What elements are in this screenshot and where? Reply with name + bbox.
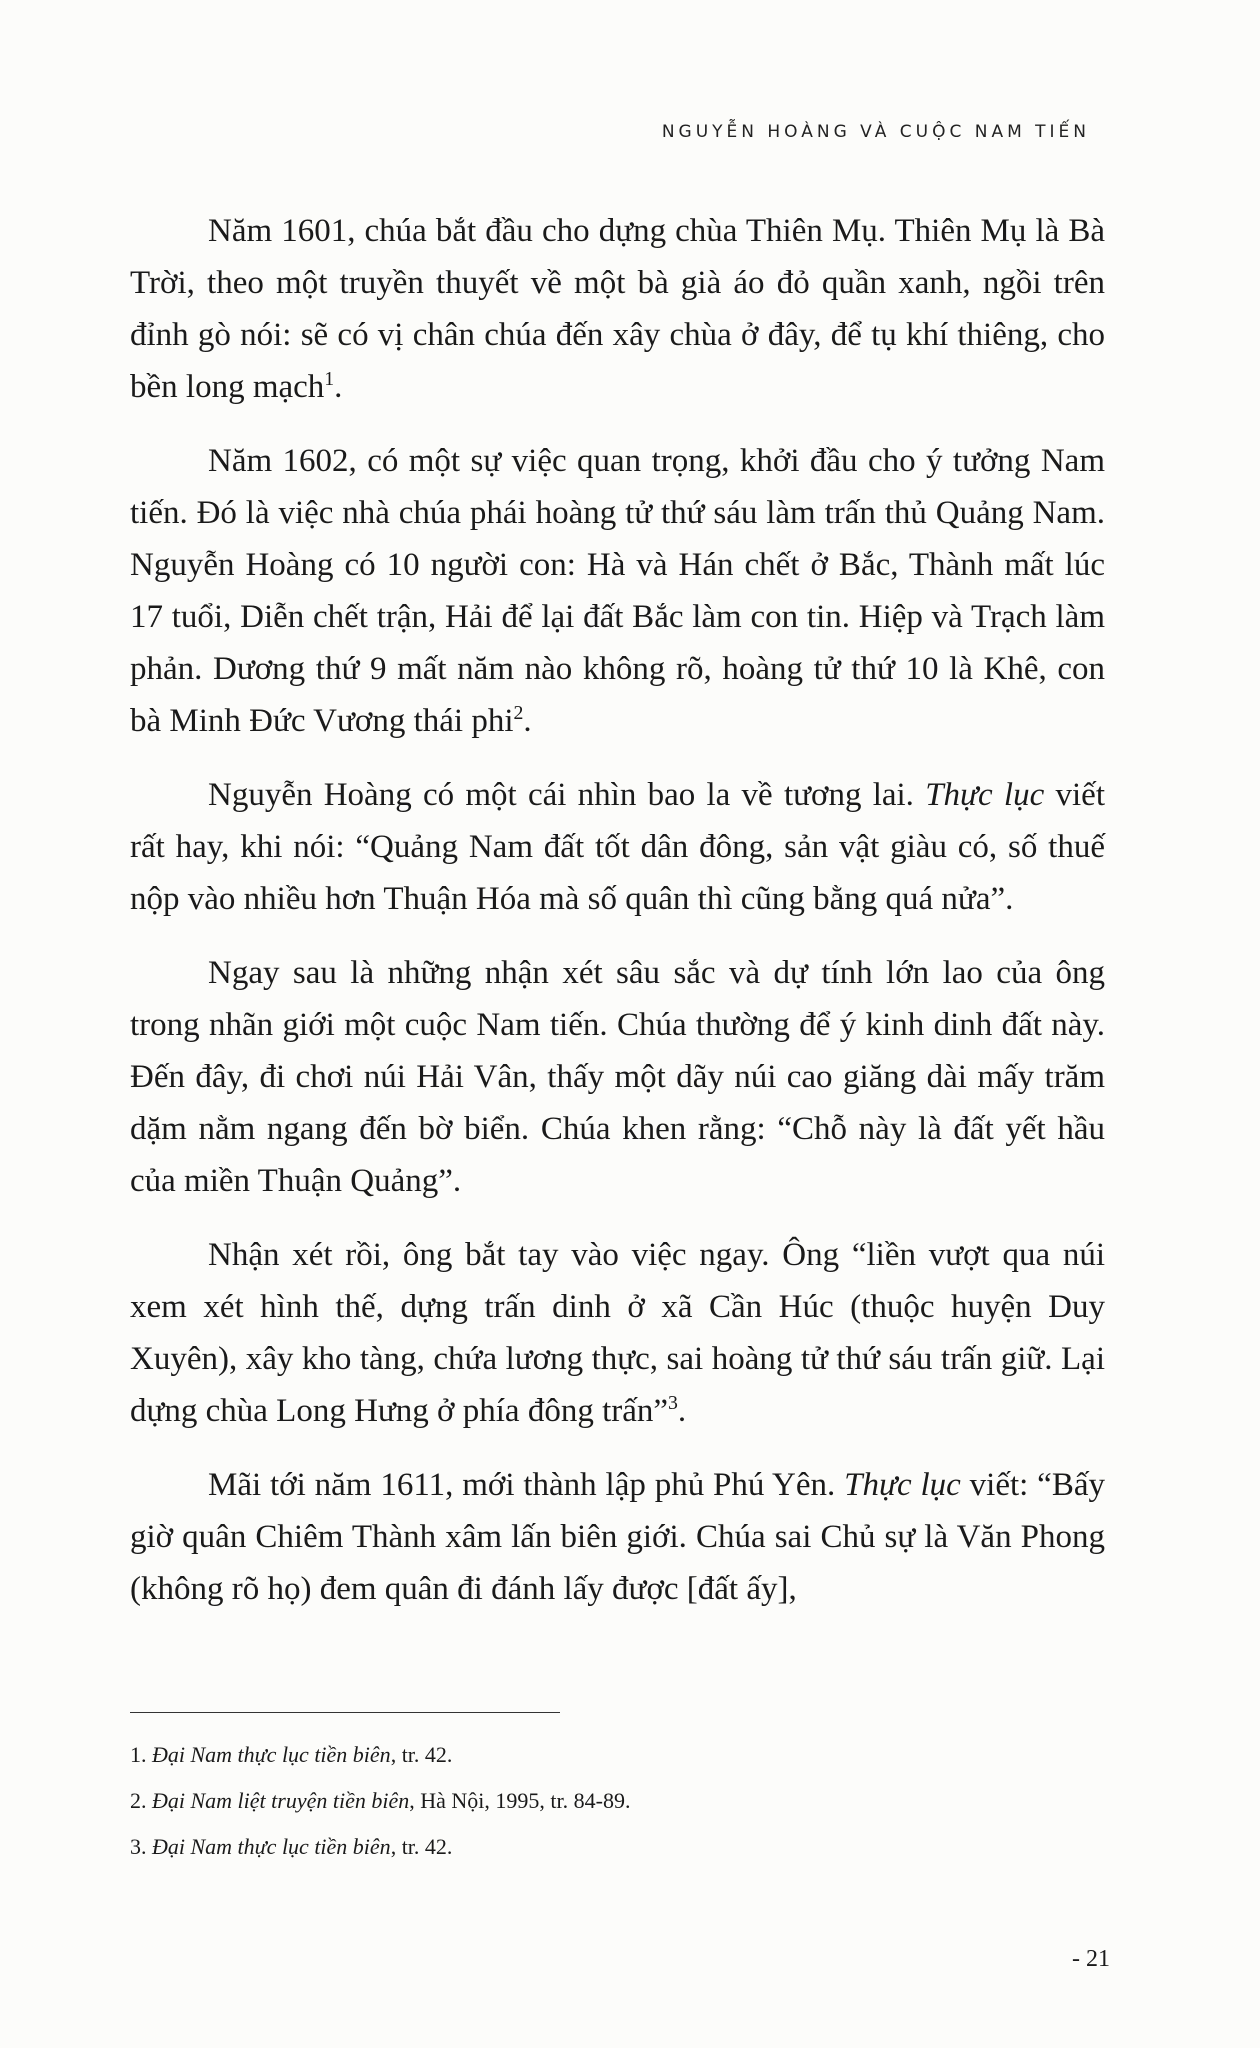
paragraph-1 (130, 205, 1105, 413)
paragraph-6-rest: viết: “Bấy giờ quân Chiêm Thành xâm lấn biên giới. Chúa sai Chủ sự là Văn Phong (không rõ họ) đem quân đi đánh lấy được [đất ấy], (130, 1467, 1105, 1607)
paragraph-3-start: Nguyễn Hoàng có một cái nhìn bao la về tương lai. (208, 777, 926, 813)
paragraph-4 (130, 947, 1105, 1207)
footnote-2-rest: , Hà Nội, 1995, tr. 84-89. (409, 1788, 631, 1813)
footnote-3-rest: , tr. 42. (390, 1834, 453, 1859)
paragraph-6-start: Mãi tới năm 1611, mới thành lập phủ Phú Yên. (208, 1467, 845, 1503)
paragraph-5-text: Nhận xét rồi, ông bắt tay vào việc ngay. Ông “liền vượt qua núi xem xét hình thế, dựng trấn dinh ở xã Cần Húc (thuộc huyện Duy Xuyên), xây kho tàng, chứa lương thực, sai hoàng tử thứ sáu trấn giữ. Lại dựng chùa Long Hưng ở phía đông trấn” (130, 1237, 1105, 1429)
footnote-1-rest: , tr. 42. (390, 1742, 453, 1767)
paragraph-3-italic: Thực lục (925, 777, 1045, 813)
footnotes (130, 1740, 1110, 1878)
footnote-3 (130, 1832, 1110, 1862)
paragraph-3 (130, 769, 1105, 925)
footnote-2 (130, 1786, 1110, 1816)
paragraph-2 (130, 435, 1105, 747)
footnote-3-number: 3. (130, 1834, 152, 1859)
page-number: - 21 (1072, 1946, 1110, 1972)
paragraph-6 (130, 1459, 1105, 1615)
paragraph-1-end: . (334, 369, 343, 405)
paragraph-2-text: Năm 1602, có một sự việc quan trọng, khởi đầu cho ý tưởng Nam tiến. Đó là việc nhà chúa phái hoàng tử thứ sáu làm trấn thủ Quảng Nam. Nguyễn Hoàng có 10 người con: Hà và Hán chết ở Bắc, Thành mất lúc 17 tuổi, Diễn chết trận, Hải để lại đất Bắc làm con tin. Hiệp và Trạch làm phản. Dương thứ 9 mất năm nào không rõ, hoàng tử thứ 10 là Khê, con bà Minh Đức Vương thái phi (130, 443, 1105, 739)
paragraph-5 (130, 1229, 1105, 1437)
paragraph-2-end: . (523, 703, 532, 739)
footnote-ref-3: 3 (668, 1392, 678, 1414)
paragraph-3-rest: viết rất hay, khi nói: “Quảng Nam đất tốt dân đông, sản vật giàu có, số thuế nộp vào nhiều hơn Thuận Hóa mà số quân thì cũng bằng quá nửa”. (130, 777, 1106, 917)
footnote-1-number: 1. (130, 1742, 152, 1767)
footnote-ref-1: 1 (324, 368, 335, 390)
footnote-divider (130, 1712, 560, 1713)
paragraph-6-italic: Thực lục (844, 1467, 961, 1503)
body-text (130, 205, 1105, 1637)
running-header: NGUYỄN HOÀNG VÀ CUỘC NAM TIẾN (661, 122, 1090, 142)
footnote-ref-2: 2 (513, 702, 524, 724)
paragraph-1-text: Năm 1601, chúa bắt đầu cho dựng chùa Thiên Mụ. Thiên Mụ là Bà Trời, theo một truyền thuyết về một bà già áo đỏ quần xanh, ngồi trên đỉnh gò nói: sẽ có vị chân chúa đến xây chùa ở đây, để tụ khí thiêng, cho bền long mạch (130, 213, 1105, 405)
footnote-1 (130, 1740, 1110, 1770)
footnote-2-number: 2. (130, 1788, 152, 1813)
footnote-2-title: Đại Nam liệt truyện tiền biên (152, 1788, 410, 1813)
footnote-3-title: Đại Nam thực lục tiền biên (152, 1834, 391, 1859)
paragraph-5-end: . (677, 1393, 687, 1429)
paragraph-4-text: Ngay sau là những nhận xét sâu sắc và dự tính lớn lao của ông trong nhãn giới một cuộc Nam tiến. Chúa thường để ý kinh dinh đất này. Đến đây, đi chơi núi Hải Vân, thấy một dãy núi cao giăng dài mấy trăm dặm nằm ngang đến bờ biển. Chúa khen rằng: “Chỗ này là đất yết hầu của miền Thuận Quảng”. (130, 955, 1105, 1199)
footnote-1-title: Đại Nam thực lục tiền biên (152, 1742, 391, 1767)
